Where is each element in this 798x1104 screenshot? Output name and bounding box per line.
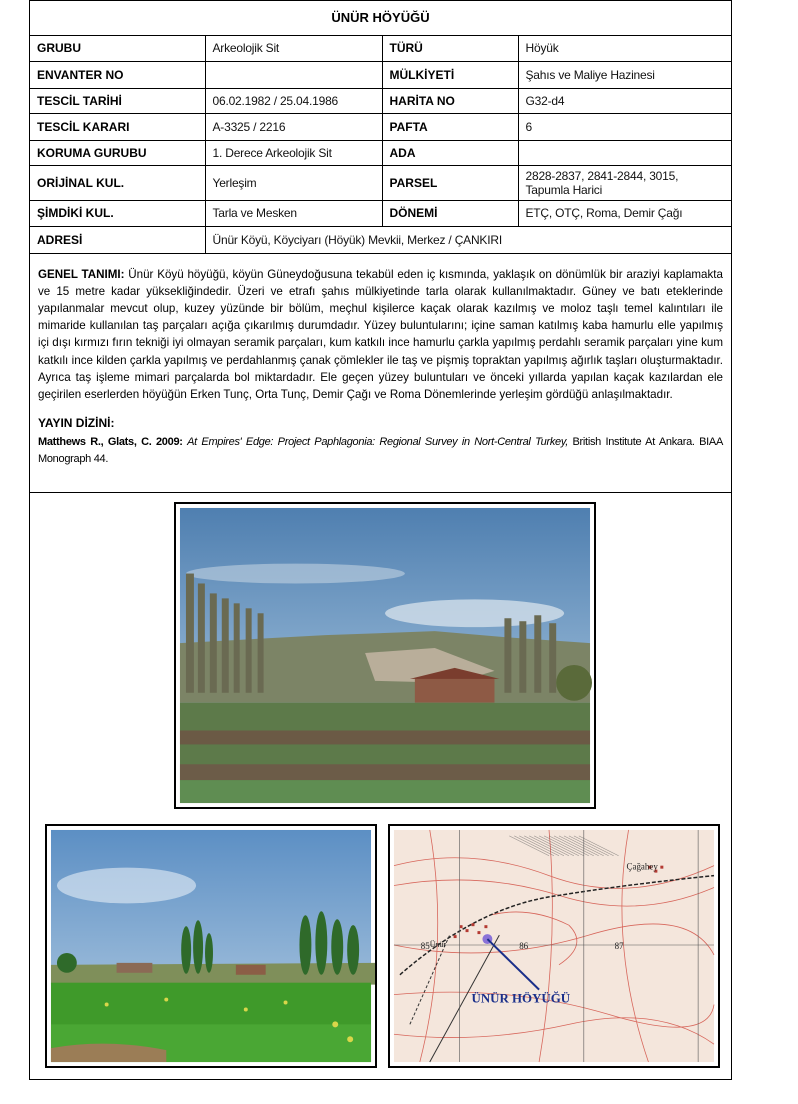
photos-section (30, 493, 731, 1073)
field-label: TESCİL TARİHİ (30, 88, 205, 113)
info-row (30, 140, 731, 165)
sheet-title: ÜNÜR HÖYÜĞÜ (30, 1, 731, 36)
map-contour-87: 87 (614, 940, 624, 951)
green-field-photo (45, 824, 377, 1068)
info-row (30, 61, 731, 88)
info-row (30, 165, 731, 200)
field-value: G32-d4 (518, 88, 731, 113)
bibliography-authors: Matthews R., Glats, C. 2009: (38, 436, 183, 449)
address-value: Ünür Köyü, Köyciyarı (Höyük) Mevkii, Merkez / ÇANKIRI (205, 226, 731, 253)
bibliography-rest: British Institute At Ankara. BIAA Monograph 44. (38, 436, 724, 466)
field-value (205, 61, 382, 88)
field-label: MÜLKİYETİ (382, 61, 518, 88)
field-value: 1. Derece Arkeolojik Sit (205, 140, 382, 165)
field-label: PARSEL (382, 165, 518, 200)
field-label: TESCİL KARARI (30, 113, 205, 140)
field-label: ORİJİNAL KUL. (30, 165, 205, 200)
field-label: ADA (382, 140, 518, 165)
inventory-sheet (29, 0, 732, 1080)
map-contour-86: 86 (519, 940, 529, 951)
field-value: 06.02.1982 / 25.04.1986 (205, 88, 382, 113)
field-value: Arkeolojik Sit (205, 36, 382, 61)
field-value: Yerleşim (205, 165, 382, 200)
bibliography-title: At Empires' Edge: Project Paphlagonia: Regional Survey in Nort-Central Turkey, (187, 436, 569, 449)
map-label-unur: Ünür (429, 939, 447, 949)
info-row (30, 88, 731, 113)
info-row (30, 113, 731, 140)
bibliography-heading: YAYIN DİZİNİ: (38, 416, 115, 431)
field-value: Höyük (518, 36, 731, 61)
field-value: Şahıs ve Maliye Hazinesi (518, 61, 731, 88)
field-label: ENVANTER NO (30, 61, 205, 88)
address-row (30, 226, 731, 253)
info-row (30, 200, 731, 226)
map-site-label: ÜNÜR HÖYÜĞÜ (471, 991, 571, 1006)
field-value (518, 140, 731, 165)
topographic-map (388, 824, 720, 1068)
description-heading: GENEL TANIMI: (38, 267, 125, 281)
map-contour-85: 85 (420, 940, 430, 951)
field-value: A-3325 / 2216 (205, 113, 382, 140)
description-text: Ünür Köyü höyüğü, köyün Güneydoğusuna tekabül eden iç kısmında, yaklaşık on dönümlük bir araziyi kaplamakta ve 15 metre kadar yüksekliğindedir. Üzeri ve etrafı şahıs mülkiyetinde tarla olarak kullanılmaktadır. Güney ve batı eteklerinde yapılanmalar mevcut olup, kuzey yüzünde bir bölüm, meçhul kişilerce kaçak olarak kazılmış ve moloz taşlı temel kalıntıları ile mimaride kullanılan taş parçaları açığa çıkarılmış durumdadır. Yüzey buluntularını; içine saman katılmış kaba hamurlu elle yapılmış içi dışı kırmızı fırın tekniği iyi olmayan seramik parçaları, kum katkılı ince hamurlu çarkla yapılmış perdahlı seramik parçaları yine kum katkılı ince kilden çarkla yapılmış ve perdahlanmış çanak çömlekler ile taş ve pişmiş topraktan yapılmış ağırlık taşları oluşturmaktadır. Ayrıca taş işleme mimari parçalarda bol miktardadır. Ele geçen yüzey buluntuları ve önceki yıllarda yapılan kaçak kazılardan ele geçirilen eserlerden höyüğün Erken Tunç, Orta Tunç, Demir Çağı ve Roma Dönemlerinde yerleşim gördüğü anlaşılmaktadır. (38, 267, 723, 401)
field-value: 6 (518, 113, 731, 140)
field-label: PAFTA (382, 113, 518, 140)
field-label: ŞİMDİKİ KUL. (30, 200, 205, 226)
bibliography-entry (38, 434, 723, 468)
field-value: Tarla ve Mesken (205, 200, 382, 226)
field-value: 2828-2837, 2841-2844, 3015, Tapumla Harici (518, 165, 731, 200)
map-label-caghey: Çağahey (626, 861, 658, 872)
field-label: TÜRÜ (382, 36, 518, 61)
field-value: ETÇ, OTÇ, Roma, Demir Çağı (518, 200, 731, 226)
description-block (30, 254, 731, 493)
field-label: DÖNEMİ (382, 200, 518, 226)
info-table (30, 36, 731, 254)
mound-landscape-photo (174, 502, 596, 809)
field-label: KORUMA GURUBU (30, 140, 205, 165)
info-row (30, 36, 731, 61)
address-label: ADRESİ (30, 226, 205, 253)
field-label: HARİTA NO (382, 88, 518, 113)
field-label: GRUBU (30, 36, 205, 61)
